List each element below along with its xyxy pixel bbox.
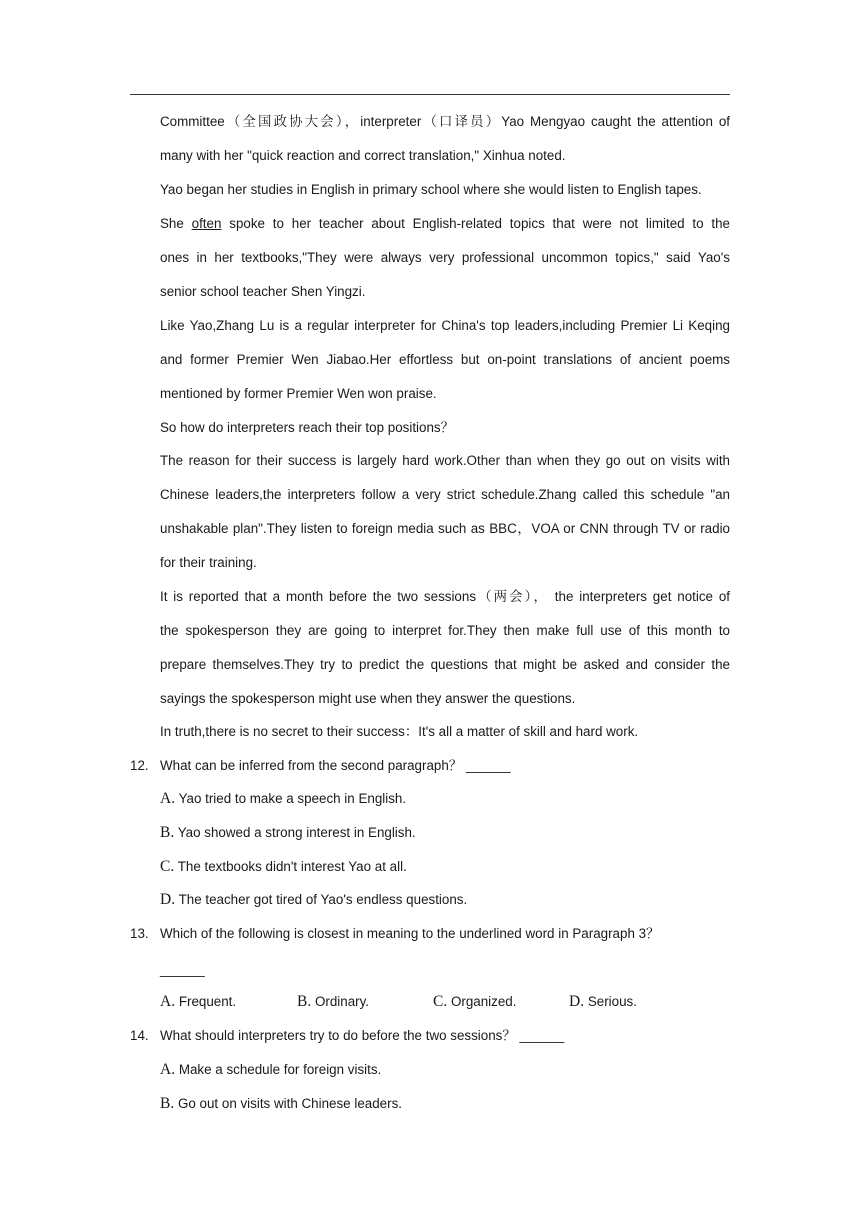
option-text: Make a schedule for foreign visits.	[178, 1062, 382, 1077]
passage-line: sayings the spokesperson might use when they answer the questions.	[160, 691, 576, 706]
option-text: Serious.	[587, 994, 637, 1009]
passage-line: unshakable plan".They listen to foreign media such as BBC，VOA or CNN through TV or radio	[160, 521, 730, 536]
answer-option-d[interactable]	[569, 993, 637, 1011]
option-text: Organized.	[450, 994, 517, 1009]
option-letter: A.	[160, 1061, 176, 1078]
option-letter: A.	[160, 993, 176, 1010]
answer-option-b[interactable]	[160, 1095, 402, 1113]
passage-line: Committee（全国政协大会），interpreter（口译员）Yao Mengyao caught the attention of	[160, 114, 730, 129]
passage-text: spoke to her teacher about English-related topics that were not limited to the	[229, 216, 730, 231]
option-letter: B.	[160, 1095, 175, 1112]
answer-option-c[interactable]	[433, 993, 516, 1011]
passage-line: and former Premier Wen Jiabao.Her effortless but on-point translations of ancient poems	[160, 352, 730, 367]
passage-line: In truth,there is no secret to their success：It's all a matter of skill and hard work.	[160, 724, 639, 739]
question-number: 14.	[130, 1028, 149, 1043]
passage-line: ones in her textbooks,"They were always very professional uncommon topics," said Yao's	[160, 250, 730, 265]
passage-text: She	[160, 216, 184, 231]
passage-line: many with her "quick reaction and correct translation," Xinhua noted.	[160, 148, 566, 163]
option-text: Yao tried to make a speech in English.	[178, 791, 407, 806]
option-text: The textbooks didn't interest Yao at all.	[177, 859, 407, 874]
underlined-word: often	[191, 216, 222, 231]
option-text: Go out on visits with Chinese leaders.	[177, 1096, 402, 1111]
option-letter: C.	[433, 993, 448, 1010]
header-rule	[130, 94, 730, 95]
passage-line: Like Yao,Zhang Lu is a regular interpreter for China's top leaders,including Premier Li Keqing	[160, 318, 730, 333]
question-number: 12.	[130, 758, 149, 773]
passage-line: The reason for their success is largely hard work.Other than when they go out on visits with	[160, 453, 730, 468]
question-number: 13.	[130, 926, 149, 941]
passage-line: Yao began her studies in English in primary school where she would listen to English tapes.	[160, 182, 702, 197]
answer-option-b[interactable]	[160, 824, 416, 842]
passage-line: mentioned by former Premier Wen won praise.	[160, 386, 437, 401]
answer-option-a[interactable]	[160, 1061, 381, 1079]
answer-option-a[interactable]	[160, 993, 236, 1011]
option-text: Yao showed a strong interest in English.	[177, 825, 416, 840]
option-letter: C.	[160, 858, 175, 875]
passage-line-with-underline	[160, 215, 730, 233]
option-letter: B.	[297, 993, 312, 1010]
option-text: The teacher got tired of Yao's endless questions.	[178, 892, 468, 907]
option-letter: D.	[160, 891, 176, 908]
question-stem: Which of the following is closest in meaning to the underlined word in Paragraph 3？	[160, 926, 660, 941]
option-text: Frequent.	[178, 994, 237, 1009]
passage-line: So how do interpreters reach their top positions？	[160, 420, 455, 435]
passage-line: prepare themselves.They try to predict the questions that might be asked and consider the	[160, 657, 730, 672]
option-text: Ordinary.	[314, 994, 370, 1009]
passage-line: the spokesperson they are going to interpret for.They then make full use of this month to	[160, 623, 730, 638]
passage-line: Chinese leaders,the interpreters follow a very strict schedule.Zhang called this schedule "an	[160, 487, 730, 502]
question-stem: What can be inferred from the second paragraph？ ______	[160, 758, 511, 773]
answer-option-b[interactable]	[297, 993, 369, 1011]
passage-line: senior school teacher Shen Yingzi.	[160, 284, 366, 299]
option-letter: A.	[160, 790, 176, 807]
passage-line: for their training.	[160, 555, 257, 570]
option-letter: D.	[569, 993, 585, 1010]
passage-line: It is reported that a month before the two sessions（两会）， the interpreters get notice of	[160, 589, 730, 604]
answer-option-c[interactable]	[160, 858, 407, 876]
answer-blank: ______	[160, 962, 205, 977]
answer-option-d[interactable]	[160, 891, 467, 909]
option-letter: B.	[160, 824, 175, 841]
question-stem: What should interpreters try to do before the two sessions？ ______	[160, 1028, 565, 1043]
answer-option-a[interactable]	[160, 790, 406, 808]
